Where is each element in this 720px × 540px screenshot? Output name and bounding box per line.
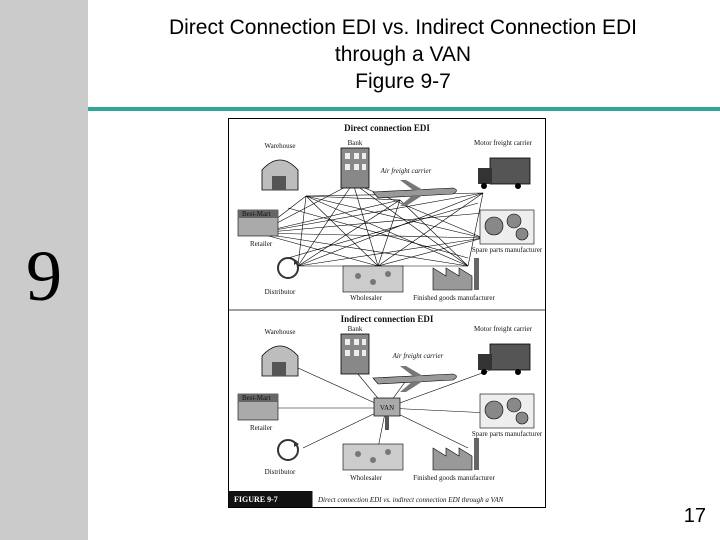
title-line-3: Figure 9-7 [355,70,451,93]
retailer-sign: Best-Mart [242,394,271,402]
retailer-label: Retailer [250,424,273,432]
wholesaler-label: Wholesaler [350,294,382,302]
finished-goods-label: Finished goods manufacturer [413,474,495,482]
caption-label: FIGURE 9-7 [234,495,278,504]
bank-icon [341,148,369,188]
chapter-number: 9 [26,236,62,316]
motor-freight-label: Motor freight carrier [474,325,532,333]
bank-icon [341,334,369,374]
van-box-label: VAN [379,404,395,412]
distributor-label: Distributor [264,468,296,476]
slide-page-number: 17 [683,505,706,527]
spare-parts-label: Spare parts manufacturer [471,246,543,254]
direct-heading: Direct connection EDI [344,123,430,133]
gears-icon [480,394,534,428]
air-freight-label: Air freight carrier [392,352,444,360]
slide-title [96,14,710,95]
distributor-label: Distributor [264,288,296,296]
bank-label: Bank [347,139,363,147]
warehouse-label: Warehouse [264,142,296,150]
spare-parts-label: Spare parts manufacturer [471,430,543,438]
title-divider [88,107,720,111]
wholesaler-icon [343,266,403,292]
gears-icon [480,210,534,244]
title-line-1: Direct Connection EDI vs. Indirect Connection EDI [168,16,638,39]
warehouse-icon [262,160,298,190]
edi-figure [228,118,546,508]
warehouse-label: Warehouse [264,328,296,336]
bank-label: Bank [347,325,363,333]
wholesaler-icon [343,444,403,470]
edi-figure-svg [228,118,546,508]
motor-freight-label: Motor freight carrier [474,139,532,147]
indirect-heading: Indirect connection EDI [340,314,434,324]
finished-goods-label: Finished goods manufacturer [413,294,495,302]
title-line-2: through a VAN [334,43,472,66]
warehouse-icon [262,346,298,376]
caption-text: Direct connection EDI vs. indirect connection EDI through a VAN [318,496,504,504]
retailer-label: Retailer [250,240,273,248]
air-freight-label: Air freight carrier [380,167,432,175]
retailer-sign: Best-Mart [242,210,271,218]
wholesaler-label: Wholesaler [350,474,382,482]
